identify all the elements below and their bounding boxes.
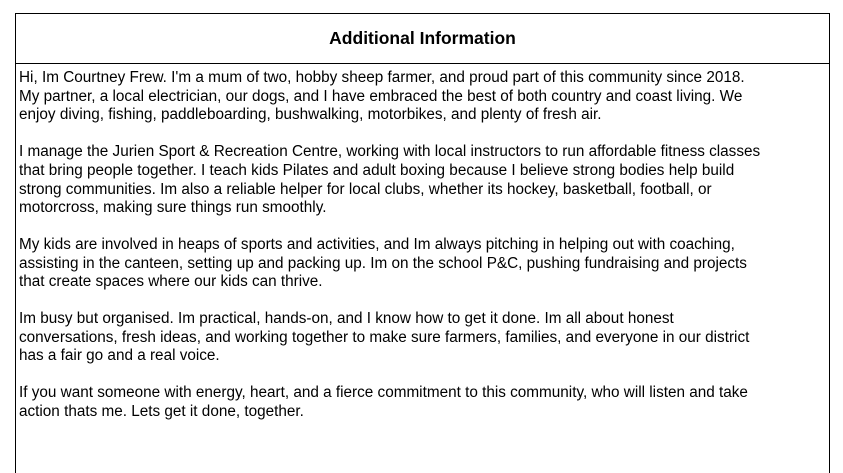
information-text-area — [16, 64, 829, 422]
section-header — [16, 14, 829, 64]
paragraph-work — [19, 143, 829, 218]
text-line: action thats me. Lets get it done, together. — [19, 402, 304, 420]
text-line: My partner, a local electrician, our dogs, and I have embraced the best of both country and coast living. We — [19, 87, 743, 105]
text-line: Hi, Im Courtney Frew. I'm a mum of two, hobby sheep farmer, and proud part of this community since 2018. — [19, 69, 745, 86]
additional-information-box — [15, 13, 830, 473]
text-line: strong communities. Im also a reliable helper for local clubs, whether its hockey, basketball, football, or — [19, 180, 712, 198]
text-line: My kids are involved in heaps of sports and activities, and Im always pitching in helping out with coaching, — [19, 235, 735, 253]
text-line: Im busy but organised. Im practical, hands-on, and I know how to get it done. Im all about honest — [19, 310, 674, 328]
paragraph-intro — [19, 69, 829, 125]
text-line: enjoy diving, fishing, paddleboarding, bushwalking, motorbikes, and plenty of fresh air. — [19, 106, 602, 124]
text-line: motorcross, making sure things run smoothly. — [19, 199, 327, 217]
text-line: If you want someone with energy, heart, and a fierce commitment to this community, who will listen and take — [19, 384, 748, 402]
text-line: I manage the Jurien Sport & Recreation Centre, working with local instructors to run affordable fitness classes — [19, 143, 761, 161]
text-line: assisting in the canteen, setting up and packing up. Im on the school P&C, pushing fundraising and projects — [19, 254, 747, 272]
paragraph-kids — [19, 236, 829, 292]
text-line: that create spaces where our kids can thrive. — [19, 273, 323, 291]
paragraph-closing — [19, 384, 829, 421]
section-title: Additional Information — [329, 28, 516, 48]
paragraph-values — [19, 310, 829, 366]
text-line: conversations, fresh ideas, and working together to make sure farmers, families, and everyone in our district — [19, 328, 750, 346]
text-line: that bring people together. I teach kids Pilates and adult boxing because I believe strong bodies help build — [19, 161, 735, 179]
text-line: has a fair go and a real voice. — [19, 347, 220, 365]
